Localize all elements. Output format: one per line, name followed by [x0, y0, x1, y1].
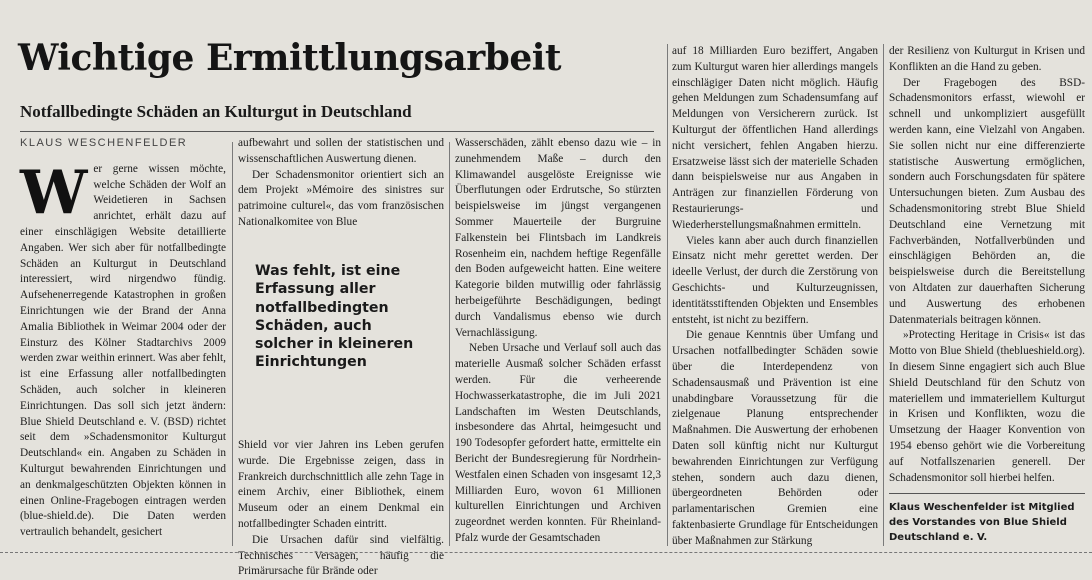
column-separator [232, 142, 233, 546]
paragraph: Die Ursachen dafür sind vielfältig. Technisches Versagen, häufig die Primärursache für Brände oder [238, 533, 444, 578]
paragraph: Neben Ursache und Verlauf soll auch das materielle Ausmaß solcher Schäden erfasst werden. Für die verheerende Hochwasserkatastrophe, die im Juli 2021 Landschaften im Westen Deutschlands, insbesondere das Ahrtal, heimgesucht und 190 Todesopfer gefordert hatte, ermittelte ein Bericht der Bundesregierung für Nordrhein-Westfalen einen Schaden von insgesamt 12,3 Milliarden Euro, wovon 61 Millionen kulturellen Einrichtungen und Archiven zugeordnet werden konnten. Für Rheinland-Pfalz wurde der Gesamtschaden [455, 342, 661, 544]
column-separator [449, 142, 450, 546]
paragraph: Der Fragebogen des BSD-Schadensmonitors erfasst, wiewohl er schnell und unkompliziert ausgefüllt werden kann, eine Vielzahl von Angaben. Sie sollen nicht nur eine differenzierte statistische Auswertung ermöglichen, sondern auch Forschungsdaten für spätere Untersuchungen bieten. Zum Ausbau des Schadensmonitoring strebt Blue Shield Deutschland eine Vernetzung mit Fachverbänden, Notfallverbünden und einschlägigen Behörden an, die beispielsweise durch die Bereitstellung von Altdaten zur dauerhaften Sicherung und Auswertung des erhobenen Datenmaterials beitragen können. [889, 76, 1085, 326]
paragraph: Der Schadensmonitor orientiert sich an dem Projekt »Mémoire des sinistres sur patrimoine culturel«, das vom französischen Nationalkomitee von Blue [238, 168, 444, 228]
column-3 [455, 136, 661, 552]
paragraph: auf 18 Milliarden Euro beziffert, Angaben zum Kulturgut waren hier allerdings mangels einschlägiger Daten nicht möglich. Häufig gehen Meldungen zum Schadensumfang auf Meldungen von Versicherern zurück. Ist Kulturgut der öffentlichen Hand allerdings nicht versichert, fehlen Angaben hierzu. Ersatzweise lässt sich der materielle Schaden dann beispielsweise nur aus Angaben in Anträgen zur finanziellen Förderung von Restaurierungs- und Wiederherstellungsmaßnahmen ermitteln. [672, 45, 878, 231]
column-separator [667, 44, 668, 546]
paragraph: Die genaue Kenntnis über Umfang und Ursachen notfallbedingter Schäden sowie über die Interdependenz von Schadensausmaß und Prävention ist eine unabdingbare Voraussetzung für die zielgenaue Planung entsprechender Maßnahmen. Die Auswertung der erhobenen Daten soll künftig nicht nur Kulturgut bewahrenden Einrichtungen zur Verfügung stehen, sondern auch dazu dienen, übergeordneten Behörden oder parlamentarischen Gremien eine faktenbasierte Grundlage für Entscheidungen über Maßnahmen zur Stärkung [672, 329, 878, 547]
column-1 [20, 136, 226, 552]
title-rule [20, 131, 654, 132]
bio-rule [889, 493, 1085, 494]
col1-text: er gerne wissen möchte, welche Schäden der Wolf an Weidetieren in Sachsen anrichtet, erhält dazu auf einer einschlägigen Website detaillierte Angaben. Wer sich aber für notfallbedingte Schäden an Kulturgut in Deutschland interessiert, wird nirgendwo fündig. Aufsehenerregende Katastrophen in großen Einrichtungen wie der Brand der Anna Amalia Bibliothek in Weimar 2004 oder der Einsturz des Kölner Stadtarchivs 2009 werden zwar weithin erinnert. Was aber fehlt, ist eine Erfassung aller notfallbedingten Schäden, auch solcher in kleineren Einrichtungen. Das soll sich jetzt ändern: Blue Shield Deutschland e. V. (BSD) richtet seit dem »Schadensmonitor Kulturgut Deutschland« ein. Angaben zu Schäden in Kulturgut bewahrenden Einrichtungen und an denkmalgeschützten Objekten können in einen Online-Fragebogen eintragen werden (blue-shield.de). Die Daten werden vertraulich behandelt, gesichert [20, 162, 226, 539]
column-separator [883, 44, 884, 546]
author-byline: KLAUS WESCHENFELDER [20, 137, 188, 149]
paragraph: der Resilienz von Kulturgut in Krisen und Konflikten an die Hand zu geben. [889, 45, 1085, 73]
dropcap: W [20, 157, 88, 228]
paragraph: Vieles kann aber auch durch finanziellen Einsatz nicht mehr gerettet werden. Der ideelle Verlust, der durch die Zerstörung von Geschichts- und Kulturzeugnissen, identitätsstiftenden Objekten und Ensembles entsteht, ist nicht zu beziffern. [672, 234, 878, 326]
column-4 [672, 44, 878, 552]
column-2-top [238, 136, 444, 248]
paragraph: aufbewahrt und sollen der statistischen und wissenschaftlichen Auswertung dienen. [238, 137, 444, 165]
subheadline: Notfallbedingte Schäden an Kulturgut in Deutschland [20, 102, 412, 121]
pull-quote: Was fehlt, ist eine Erfassung aller notfallbedingten Schäden, auch solcher in kleineren Einrichtungen [255, 263, 414, 371]
author-bio: Klaus Weschenfelder ist Mitglied des Vorstandes von Blue Shield Deutschland e. V. [889, 502, 1075, 544]
column-5 [889, 44, 1085, 552]
headline: Wichtige Ermittlungsarbeit [18, 37, 562, 79]
col1-paragraph [20, 157, 226, 541]
bottom-dashed-rule [0, 552, 1092, 553]
paragraph: Wasserschäden, zählt ebenso dazu wie – in zunehmendem Maße – durch den Klimawandel ausgelöste Ereignisse wie Überflutungen oder Erdrutsche, So stürzten beispielsweise im jüngst vergangenen Sommer Mauerteile der Burgruine Falkenstein bei Flintsbach im Landkreis Rosenheim ein, nachdem heftige Regenfälle den Boden aufgeweicht hatten. Eine weitere Kategorie bilden mutwillig oder fahrlässig herbeigeführte Beschädigungen, bedingt durch Vandalismus ebenso wie durch Vernachlässigung. [455, 137, 661, 339]
paragraph: Shield vor vier Jahren ins Leben gerufen wurde. Die Ergebnisse zeigen, dass in Frankreich durchschnittlich alle zehn Tage in einem Archiv, einer Bibliothek, einem Museum oder an einem Denkmal ein notfallbedingter Schaden eintritt. [238, 439, 444, 530]
paragraph: »Protecting Heritage in Crisis« ist das Motto von Blue Shield (theblueshield.org). In diesem Sinne engagiert sich auch Blue Shield Deutschland für den Schutz von materiellem und immateriellem Kulturgut in Krisen und Konflikten, wozu die Umsetzung der Haager Konvention von 1954 ebenso gehört wie die Vorbereitung auf Notfallszenarien generell. Der Schadensmonitor soll hierbei helfen. [889, 329, 1085, 484]
column-2-bottom [238, 438, 444, 578]
